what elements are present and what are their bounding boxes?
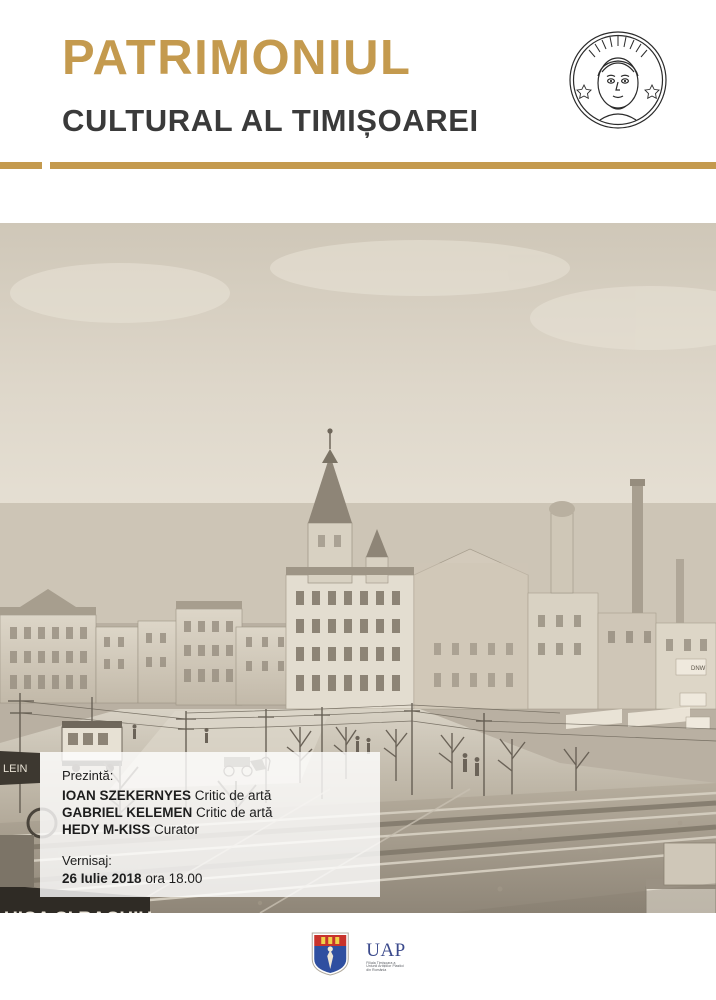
footer-logos <box>310 931 406 982</box>
person-name: HEDY M-KISS <box>62 822 151 837</box>
opening-time: ora 18.00 <box>145 871 203 886</box>
person-name: IOAN SZEKERNYES <box>62 788 192 803</box>
page-subtitle: CULTURAL AL TIMIȘOAREI <box>62 103 479 138</box>
timisoara-coat-of-arms-icon <box>310 931 350 982</box>
opening-label: Vernisaj: <box>62 853 112 868</box>
venue-bar <box>0 169 716 223</box>
uap-subline-3: din România <box>366 968 387 973</box>
event-info-inner <box>62 768 273 886</box>
opening-datetime <box>62 871 273 886</box>
person-name: GABRIEL KELEMEN <box>62 805 193 820</box>
accent-divider-gap <box>42 162 50 169</box>
helios-seal-icon <box>566 28 670 132</box>
uap-subline-1: Filiala Timișoara a <box>366 960 396 965</box>
list-item <box>62 788 273 803</box>
event-info-panel <box>40 752 380 897</box>
person-role: Critic de artă <box>194 788 272 803</box>
uap-logo <box>366 940 406 974</box>
poster-footer <box>0 913 716 1000</box>
list-item <box>62 805 273 820</box>
uap-subline-2: Uniunii Artiștilor Plastici <box>366 964 404 969</box>
accent-divider <box>0 162 716 169</box>
svg-text:LEIN: LEIN <box>3 763 28 775</box>
presents-label: Prezintă: <box>62 768 114 783</box>
page-title: PATRIMONIUL <box>62 31 412 85</box>
poster-header <box>0 0 716 162</box>
opening-date: 26 Iulie 2018 <box>62 871 142 886</box>
list-item <box>62 822 273 837</box>
person-role: Critic de artă <box>196 805 273 820</box>
svg-text:DNW: DNW <box>691 666 706 672</box>
uap-mark: UAP <box>366 939 406 961</box>
person-role: Curator <box>154 822 200 837</box>
